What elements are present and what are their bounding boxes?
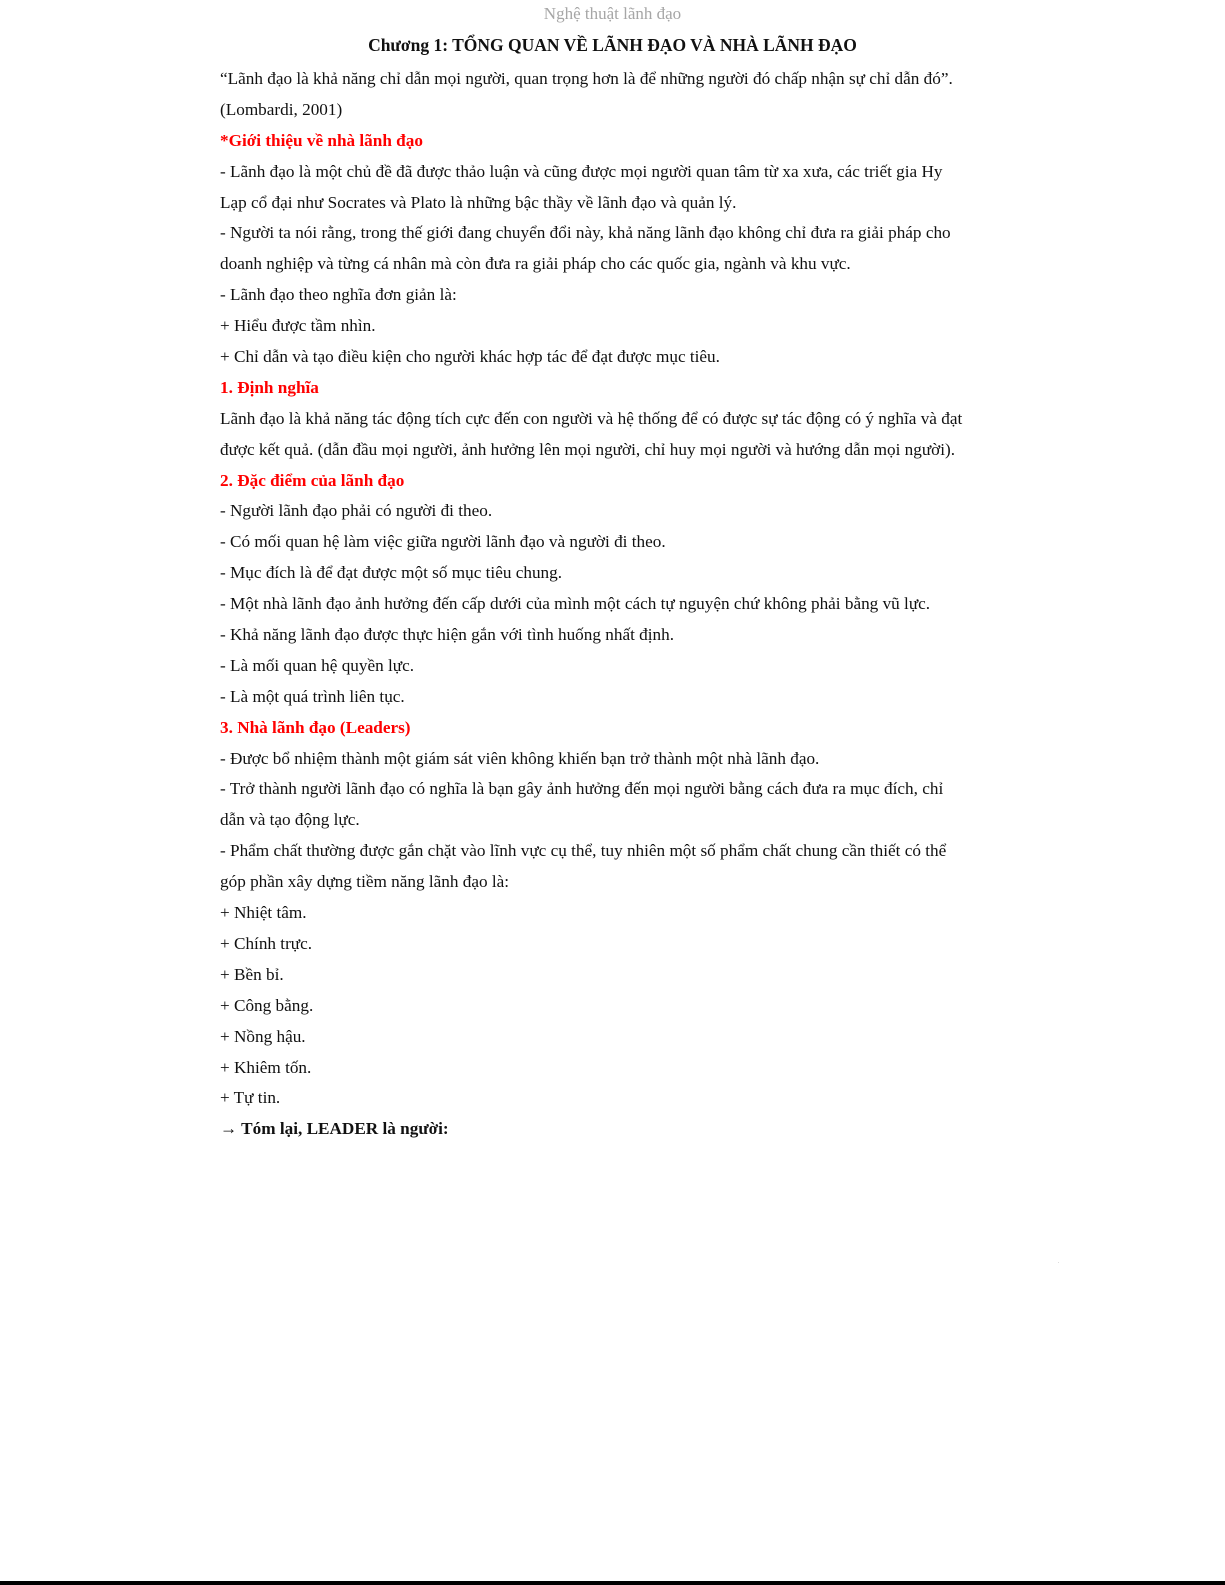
paragraph-line: + Nồng hậu.	[220, 1026, 306, 1046]
paragraph-line: - Lãnh đạo là một chủ đề đã được thảo luận và cũng được mọi người quan tâm từ xa xưa, các triết gia Hy	[220, 161, 943, 181]
running-header: Nghệ thuật lãnh đạo	[543, 4, 682, 23]
paragraph-line: dẫn và tạo động lực.	[220, 810, 360, 830]
paragraph-line: - Được bổ nhiệm thành một giám sát viên không khiến bạn trở thành một nhà lãnh đạo.	[220, 748, 820, 768]
section-heading: 3. Nhà lãnh đạo (Leaders)	[220, 717, 411, 737]
chapter-title: Chương 1: TỔNG QUAN VỀ LÃNH ĐẠO VÀ NHÀ LÃNH ĐẠO	[368, 35, 857, 55]
document-body	[220, 64, 1010, 1145]
paragraph-line: - Lãnh đạo theo nghĩa đơn giản là:	[220, 285, 457, 305]
paragraph-line: + Công bằng.	[220, 995, 314, 1015]
section-heading: 1. Định nghĩa	[220, 377, 319, 397]
paragraph-line: - Một nhà lãnh đạo ảnh hưởng đến cấp dưới của mình một cách tự nguyện chứ không phải bằng vũ lực.	[220, 594, 931, 614]
faint-mark	[1058, 1262, 1059, 1263]
paragraph-line: + Khiêm tốn.	[220, 1057, 312, 1077]
paragraph-line: - Phẩm chất thường được gắn chặt vào lĩnh vực cụ thể, tuy nhiên một số phẩm chất chung cần thiết có thể	[220, 841, 947, 861]
paragraph-line: - Mục đích là để đạt được một số mục tiêu chung.	[220, 563, 563, 583]
paragraph-line: - Người lãnh đạo phải có người đi theo.	[220, 501, 493, 521]
paragraph-line: + Nhiệt tâm.	[220, 903, 307, 923]
paragraph-line: + Tự tin.	[220, 1088, 281, 1108]
paragraph-line: (Lombardi, 2001)	[220, 99, 343, 119]
paragraph-line: - Là mối quan hệ quyền lực.	[220, 655, 415, 675]
paragraph-line: “Lãnh đạo là khả năng chỉ dẫn mọi người, quan trọng hơn là để những người đó chấp nhận sự chỉ dẫn đó”.	[220, 69, 953, 88]
paragraph-line: - Trở thành người lãnh đạo có nghĩa là bạn gây ảnh hưởng đến mọi người bằng cách đưa ra mục đích, chỉ	[220, 779, 944, 799]
paragraph-line: góp phần xây dựng tiềm năng lãnh đạo là:	[220, 872, 510, 892]
paragraph-line: doanh nghiệp và từng cá nhân mà còn đưa ra giải pháp cho các quốc gia, ngành và khu vực.	[220, 254, 851, 274]
section-heading: *Giới thiệu về nhà lãnh đạo	[220, 130, 423, 150]
paragraph-line: Lãnh đạo là khả năng tác động tích cực đến con người và hệ thống để có được sự tác động có ý nghĩa và đạt	[220, 408, 963, 428]
paragraph-line: + Chỉ dẫn và tạo điều kiện cho người khác hợp tác để đạt được mục tiêu.	[220, 347, 720, 367]
section-heading: 2. Đặc điểm của lãnh đạo	[220, 470, 405, 490]
paragraph-line: + Chính trực.	[220, 933, 313, 953]
paragraph-line: được kết quả. (dẫn đầu mọi người, ảnh hưởng lên mọi người, chỉ huy mọi người và hướng dẫn mọi người).	[220, 439, 956, 459]
page-bottom-rule	[0, 1581, 1225, 1585]
paragraph-line: - Khả năng lãnh đạo được thực hiện gắn với tình huống nhất định.	[220, 625, 674, 645]
paragraph-line: + Hiểu được tầm nhìn.	[220, 316, 376, 336]
paragraph-line: Lạp cổ đại như Socrates và Plato là những bậc thầy về lãnh đạo và quản lý.	[220, 192, 737, 212]
paragraph-line: - Có mối quan hệ làm việc giữa người lãnh đạo và người đi theo.	[220, 532, 666, 552]
paragraph-line: - Người ta nói rằng, trong thế giới đang chuyển đổi này, khả năng lãnh đạo không chỉ đưa ra giải pháp cho	[220, 223, 951, 243]
paragraph-line: + Bền bỉ.	[220, 964, 284, 984]
summary-line: → Tóm lại, LEADER là người:	[220, 1119, 449, 1139]
paragraph-line: - Là một quá trình liên tục.	[220, 686, 405, 706]
